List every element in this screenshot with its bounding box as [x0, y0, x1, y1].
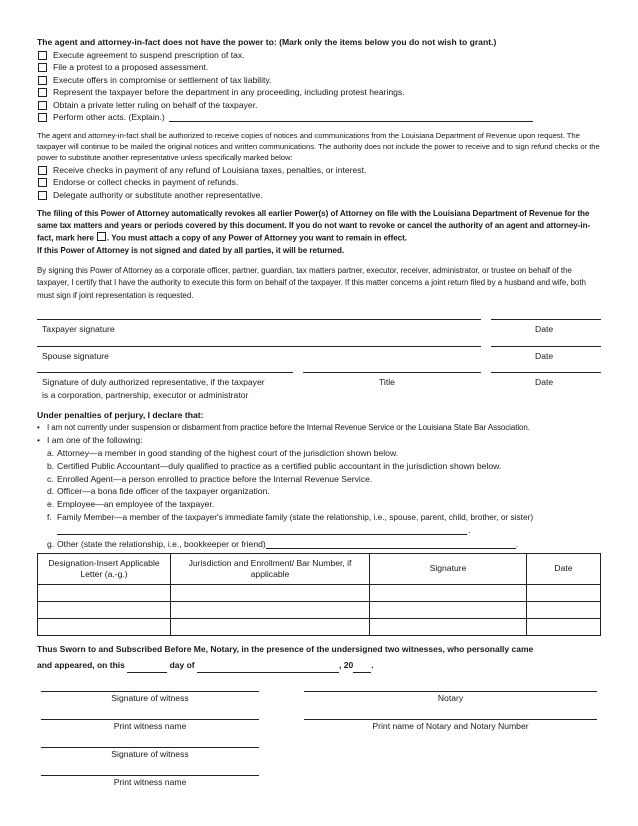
- revocation-text-2: . You must attach a copy of any Power of Attorney you want to remain in effect.: [107, 233, 407, 243]
- option-letter: g.: [47, 538, 55, 549]
- notices-item-label: Endorse or collect checks in payment of refunds.: [53, 177, 239, 188]
- representative-signature-label: [42, 376, 265, 401]
- limits-item-label: File a protest to a proposed assessment.: [53, 62, 209, 72]
- limits-item[interactable]: [37, 74, 601, 87]
- checkbox[interactable]: [38, 51, 47, 60]
- table-header: Signature: [370, 554, 527, 585]
- signing-paragraph: By signing this Power of Attorney as a corporate officer, partner, guardian, tax matters partner, executor, receiver, administrator, or trustee on behalf of the taxpayer, I certify that I have the authority to execute this form on behalf of the taxpayer. If this matter concerns a joint return filed by a husband and wife, both must sign if joint representation is requested.: [37, 266, 586, 300]
- option-text: Other (state the relationship, i.e., bookkeeper or friend): [57, 538, 266, 549]
- title-line[interactable]: [303, 372, 481, 373]
- perjury-option: [47, 498, 601, 511]
- spouse-signature-line[interactable]: [37, 346, 481, 347]
- spouse-date-label: Date: [535, 351, 554, 361]
- title-label: Title: [379, 377, 395, 387]
- perjury-bullet: [37, 434, 601, 447]
- perjury-option: [47, 538, 601, 551]
- table-header: Jurisdiction and Enrollment/ Bar Number, if applicable: [171, 554, 370, 585]
- table-cell[interactable]: [38, 585, 171, 602]
- option-text: Enrolled Agent—a person enrolled to practice before the Internal Revenue Service.: [57, 473, 373, 484]
- option-text: Attorney—a member in good standing of the highest court of the jurisdiction shown below.: [57, 448, 399, 459]
- spouse-date-line[interactable]: [491, 346, 601, 347]
- family-relationship-period: .: [468, 524, 471, 535]
- limits-item[interactable]: [37, 61, 601, 74]
- witness-print-label: Print witness name: [113, 721, 187, 731]
- limits-item[interactable]: [37, 99, 601, 112]
- notary-signature-line[interactable]: [304, 691, 597, 692]
- table-row: [38, 602, 601, 619]
- family-relationship-field[interactable]: [57, 524, 467, 535]
- perjury-option: [47, 511, 601, 524]
- sworn-text-c: , 20: [339, 659, 354, 670]
- sworn-month-field[interactable]: [197, 663, 339, 673]
- sworn-day-field[interactable]: [127, 663, 167, 673]
- witness-signature-line[interactable]: [41, 747, 259, 748]
- perjury-heading: Under penalties of perjury, I declare that:: [37, 410, 204, 420]
- representative-label-line-1: Signature of duly authorized representative, if the taxpayer: [42, 377, 265, 387]
- witness-print-line[interactable]: [41, 775, 259, 776]
- perjury-bullet-text: I am one of the following:: [47, 435, 143, 446]
- table-cell[interactable]: [370, 585, 527, 602]
- checkbox[interactable]: [38, 101, 47, 110]
- checkbox[interactable]: [38, 191, 47, 200]
- table-row: [38, 585, 601, 602]
- checkbox[interactable]: [38, 63, 47, 72]
- notices-list: [37, 164, 601, 202]
- designation-table: [37, 553, 601, 636]
- other-relationship-period: .: [515, 538, 519, 549]
- option-letter: e.: [47, 499, 55, 510]
- limits-list: [37, 49, 601, 124]
- limits-heading: The agent and attorney-in-fact does not have the power to: (Mark only the items below you do not wish to grant.): [37, 37, 497, 47]
- sworn-line-2: [37, 658, 607, 674]
- sworn-statement: [37, 642, 607, 673]
- perjury-option: [47, 460, 601, 473]
- perjury-bullet: [37, 422, 601, 435]
- perjury-bullet-text: I am not currently under suspension or disbarment from practice before the Internal Revenue Service or the Louisiana State Bar Association.: [47, 422, 530, 432]
- perjury-option: [47, 473, 601, 486]
- notices-item[interactable]: [37, 164, 601, 177]
- notices-item-label: Delegate authority or substitute another representative.: [53, 189, 263, 200]
- form-page: [37, 36, 601, 302]
- table-cell[interactable]: [370, 619, 527, 636]
- revocation-text-3: If this Power of Attorney is not signed and dated by all parties, it will be returned.: [37, 246, 345, 255]
- limits-item-label: Execute agreement to suspend prescription of tax.: [53, 49, 245, 60]
- option-letter: d.: [47, 486, 55, 497]
- notices-item[interactable]: [37, 176, 601, 189]
- checkbox[interactable]: [38, 88, 47, 97]
- checkbox[interactable]: [38, 166, 47, 175]
- table-row: [38, 619, 601, 636]
- sworn-year-field[interactable]: [353, 663, 371, 673]
- table-cell[interactable]: [527, 585, 601, 602]
- witness-signature-label: Signature of witness: [111, 749, 189, 759]
- option-letter: c.: [47, 473, 54, 484]
- sworn-line-1: Thus Sworn to and Subscribed Before Me, Notary, in the presence of the undersigned two witnesses, who personally came: [37, 644, 534, 654]
- representative-date-label: Date: [535, 377, 554, 387]
- witness-print-label: Print witness name: [113, 777, 187, 787]
- option-text: Employee—an employee of the taxpayer.: [57, 499, 215, 510]
- checkbox[interactable]: [38, 178, 47, 187]
- perjury-section: [37, 409, 601, 551]
- taxpayer-date-line[interactable]: [491, 319, 601, 320]
- representative-signature-line[interactable]: [37, 372, 293, 373]
- table-cell[interactable]: [171, 619, 370, 636]
- taxpayer-date-label: Date: [535, 324, 554, 334]
- notary-print-line[interactable]: [304, 719, 597, 720]
- table-header: Date: [527, 554, 601, 585]
- perjury-option: [47, 485, 601, 498]
- table-cell[interactable]: [370, 602, 527, 619]
- limits-item-label: Execute offers in compromise or settlement of tax liability.: [53, 74, 272, 85]
- table-header: Designation-Insert Applicable Letter (a.-g.): [38, 554, 171, 585]
- option-text: Officer—a bona fide officer of the taxpayer organization.: [57, 486, 270, 497]
- sworn-text-a: and appeared, on this: [37, 659, 125, 670]
- taxpayer-signature-row: [37, 319, 601, 349]
- option-letter: f.: [47, 512, 52, 523]
- limits-item[interactable]: [37, 86, 601, 99]
- notary-signature-label: Notary: [437, 693, 464, 703]
- notices-item[interactable]: [37, 189, 601, 202]
- option-letter: b.: [47, 460, 55, 471]
- notices-item-label: Receive checks in payment of any refund of Louisiana taxes, penalties, or interest.: [53, 164, 367, 175]
- limits-item-label: Obtain a private letter ruling on behalf of the taxpayer.: [53, 99, 258, 110]
- keep-prior-poa-checkbox[interactable]: [97, 232, 106, 241]
- option-text: Family Member—a member of the taxpayer's immediate family (state the relationship, i.e., spouse, parent, child, brother, or sister): [57, 512, 534, 523]
- notary-print-label: Print name of Notary and Notary Number: [372, 721, 529, 731]
- spouse-signature-label: Spouse signature: [42, 351, 109, 361]
- family-relationship-row: [47, 524, 601, 536]
- perjury-option: [47, 447, 601, 460]
- notices-paragraph: The agent and attorney-in-fact shall be authorized to receive copies of notices and communications from the Louisiana Department of Revenue upon request. The taxpayer will continue to be mailed the original notices and written communications. The authority does not include the power to receive and to sign refund checks or the power to substitute another representative unless specifically marked below:: [37, 130, 600, 163]
- explain-field[interactable]: [169, 111, 533, 122]
- bullet-icon: •: [37, 435, 41, 446]
- limits-item[interactable]: [37, 49, 601, 62]
- taxpayer-signature-label: Taxpayer signature: [42, 324, 115, 334]
- witness-signature-label: Signature of witness: [111, 693, 189, 703]
- witness-signature-line[interactable]: [41, 691, 259, 692]
- table-cell[interactable]: [171, 585, 370, 602]
- sworn-period: .: [371, 659, 374, 670]
- limits-item-label: Represent the taxpayer before the department in any proceeding, including protest hearings.: [53, 87, 405, 97]
- table-cell[interactable]: [527, 602, 601, 619]
- perjury-options: [37, 447, 601, 551]
- table-cell[interactable]: [171, 602, 370, 619]
- representative-signature-row: [37, 372, 601, 406]
- representative-label-line-2: is a corporation, partnership, executor or administrator: [42, 389, 249, 400]
- table-cell[interactable]: [38, 619, 171, 636]
- option-text: Certified Public Accountant—duly qualified to practice as a certified public accountant in the jurisdiction shown below.: [57, 460, 502, 471]
- table-cell[interactable]: [38, 602, 171, 619]
- checkbox[interactable]: [38, 76, 47, 85]
- taxpayer-signature-line[interactable]: [37, 319, 481, 320]
- limits-item-label: Perform other acts. (Explain.): [53, 112, 165, 122]
- other-relationship-field[interactable]: [266, 538, 519, 549]
- table-cell[interactable]: [527, 619, 601, 636]
- limits-item[interactable]: [37, 111, 601, 124]
- witness-print-line[interactable]: [41, 719, 259, 720]
- checkbox[interactable]: [38, 113, 47, 122]
- revocation-paragraph: [37, 208, 601, 257]
- revocation-text-1: The filing of this Power of Attorney automatically revokes all earlier Power(s) of Attorney on file with the Louisiana Department of Revenue for the same tax matters and years or periods covered by this document. If you do not want to revoke or cancel the authority of an agent and attorney-in-fact, mark here: [37, 209, 591, 243]
- table-header-row: [38, 554, 601, 585]
- sworn-text-b: day of: [169, 659, 195, 670]
- option-letter: a.: [47, 448, 55, 459]
- representative-date-line[interactable]: [491, 372, 601, 373]
- bullet-icon: •: [37, 422, 40, 432]
